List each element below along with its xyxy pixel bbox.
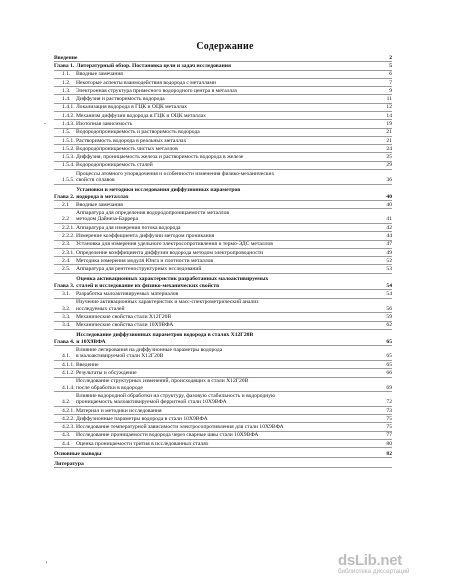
toc-entry <box>54 440 392 448</box>
toc-entry <box>54 54 392 62</box>
toc-entry <box>54 170 392 185</box>
toc-entry-page: 40 <box>386 193 392 200</box>
toc-entry-number: 2.3. <box>62 241 71 248</box>
watermark-logo: dsLib.net <box>338 552 402 569</box>
toc-entry-number: 4.3. <box>62 432 71 439</box>
toc-entry <box>54 460 392 468</box>
toc-entry-number: 4.4. <box>62 440 71 447</box>
toc-entry-title: Исследование диффузионных параметров водорода в сталях Х12Г20В и 10Х9ВФА <box>76 332 254 345</box>
toc-entry-page: 36 <box>386 177 392 184</box>
toc-entry-number: 1.5.3. <box>62 154 75 161</box>
toc-entry-page: 56 <box>386 305 392 312</box>
toc-entry-page: 53 <box>386 266 392 273</box>
toc-entry-number: 1.5.5. <box>62 177 75 184</box>
toc-entry-number: 2.1 <box>62 201 69 208</box>
toc-entry-title: Введение <box>54 54 78 61</box>
toc-entry <box>54 186 392 201</box>
toc-entry-title: Процессы атомного упорядочения и особенности изменения физико-механических свойств сплавов <box>76 170 275 184</box>
toc-entry-title: Определение коэффициента диффузии водорода методом электропроводности <box>76 249 264 256</box>
toc-entry-number: 1.5.2. <box>62 145 75 152</box>
toc-entry-page: 59 <box>386 313 392 320</box>
toc-entry-number: 2.2 <box>62 216 69 223</box>
toc-entry <box>54 276 392 291</box>
toc-entry <box>54 201 392 209</box>
toc-entry-number: 3.4. <box>62 322 71 329</box>
toc-entry-page: 24 <box>386 145 392 152</box>
toc-entry-page: 82 <box>386 450 392 457</box>
toc-entry <box>54 112 392 120</box>
toc-entry <box>54 332 392 347</box>
toc-entry-page: 72 <box>386 399 392 406</box>
toc-entry-page: 25 <box>386 154 392 161</box>
toc-entry <box>54 153 392 161</box>
toc-entry-number: 1.4. <box>62 96 71 103</box>
toc-entry-title: Измерение коэффициента диффузии методом проникания <box>76 233 215 240</box>
toc-entry-title: Некоторые аспекты взаимодействия водорода с металлами <box>76 79 216 86</box>
toc-entry <box>54 249 392 257</box>
toc-entry-title: Аппаратура для измерения потока водорода <box>76 224 181 231</box>
toc-entry-number: 1.1. <box>62 71 71 78</box>
margin-mark: . <box>44 117 46 126</box>
toc-entry <box>54 299 392 314</box>
toc-entry-page: 69 <box>386 384 392 391</box>
toc-entry-title: Материал и методики исследования <box>76 407 162 414</box>
watermark-subtitle: библиотека диссертаций <box>338 568 410 575</box>
toc-entry-title: Аппаратура для определения водородопроницаемости металлов методом Дайнеза-Баррера <box>76 210 230 223</box>
toc-entry-number: 2.2.2. <box>62 233 75 240</box>
toc-entry-number: 4.1. <box>62 353 71 360</box>
toc-entry <box>54 224 392 232</box>
toc-entry <box>54 322 392 330</box>
toc-entry <box>54 209 392 224</box>
toc-entry-page: 54 <box>386 282 392 289</box>
toc-entry <box>54 265 392 273</box>
table-of-contents <box>54 54 392 468</box>
toc-entry-page: 21 <box>386 129 392 136</box>
toc-entry-page: 40 <box>386 201 392 208</box>
toc-entry <box>54 369 392 377</box>
toc-entry <box>54 104 392 112</box>
toc-entry-title: Водородопроницаемость сталей <box>76 162 153 169</box>
toc-entry-title: Литературный обзор. Постановка цели и задач исследования <box>76 62 232 69</box>
toc-entry-title: Вводные замечания <box>76 201 123 208</box>
toc-entry-title: Механизм диффузии водорода в ГЦК и ОЦК металлах <box>76 112 206 119</box>
toc-entry-page: 21 <box>386 137 392 144</box>
toc-entry-page: 65 <box>386 361 392 368</box>
toc-entry-number: Глава 1. <box>54 62 75 69</box>
toc-entry-number: 1.4.1. <box>62 104 75 111</box>
toc-entry <box>54 290 392 298</box>
toc-entry-title: Установки и методики исследования диффузионных параметров водорода в металлах <box>76 187 241 200</box>
toc-entry-page: 62 <box>386 322 392 329</box>
toc-entry-number: 2.3.1. <box>62 249 75 256</box>
toc-entry-page: 75 <box>386 415 392 422</box>
toc-entry-number: 4.2.2. <box>62 415 75 422</box>
toc-entry <box>54 145 392 153</box>
toc-entry <box>54 450 392 458</box>
toc-entry-number: 2.4. <box>62 257 71 264</box>
toc-entry-title: Исследование проницаемости водорода через сварные швы стали 10Х9ВФА <box>76 432 259 439</box>
toc-entry-title: Литература <box>54 460 84 467</box>
toc-entry <box>54 137 392 145</box>
toc-entry-number: 4.2. <box>62 399 71 406</box>
toc-entry-number: 1.3. <box>62 87 71 94</box>
toc-entry-number: 4.2.1. <box>62 407 75 414</box>
toc-entry-page: 47 <box>386 241 392 248</box>
margin-mark: ' <box>46 560 48 569</box>
page-title: Содержание <box>196 41 254 52</box>
toc-entry-number: 3.1. <box>62 290 71 297</box>
toc-entry-title: Водородопроницаемость чистых металлов <box>76 145 178 152</box>
toc-entry-title: Растворимость водорода в реальных металлах <box>76 137 187 144</box>
toc-entry-number: 4.1.2. <box>62 369 75 376</box>
toc-entry-page: 77 <box>386 432 392 439</box>
toc-entry <box>54 313 392 321</box>
toc-entry-number: Глава 4. <box>54 338 75 345</box>
toc-entry-page: 9 <box>389 87 392 94</box>
toc-entry <box>54 432 392 440</box>
toc-entry-page: 65 <box>386 353 392 360</box>
toc-entry-page: 65 <box>386 338 392 345</box>
toc-entry-title: Оценка проницаемости трития в исследованных сталях <box>76 440 209 447</box>
toc-entry <box>54 232 392 240</box>
toc-entry <box>54 392 392 407</box>
watermark <box>338 552 442 576</box>
toc-entry-number: Глава 3. <box>54 282 75 289</box>
toc-entry-number: Глава 2. <box>54 193 75 200</box>
toc-entry-number: 1.5.4. <box>62 162 75 169</box>
toc-entry-title: Влияние водородной обработки на структуру, фазовую стабильность и водородную проницаемость малоактивируемой ферритной стали 10Х9ВФА <box>76 392 276 406</box>
toc-entry <box>54 378 392 393</box>
toc-entry-page: 2 <box>389 54 392 61</box>
toc-entry-number: 1.4.3. <box>62 120 75 127</box>
toc-entry-title: Исследование структурных изменений, происходящих в стали Х12Г20В после обработки в водороде <box>76 378 249 391</box>
toc-entry-title: Водородопроницаемость и растворимость водорода <box>76 129 200 136</box>
toc-entry-title: Исследование температурной зависимости электросопротивления для стали 10Х9ВФА <box>76 424 284 431</box>
toc-entry-title: Методика измерения модуля Юнга и плотности металлов <box>76 257 214 264</box>
toc-entry-title: Основные выводы <box>54 450 102 457</box>
toc-entry-title: Диффузионные параметры водорода в стали 10Х9ВФА <box>76 415 208 422</box>
toc-entry-title: Изучение активационных характеристик и масс-спектрометрический анализ исследуемых сталей <box>76 299 259 312</box>
toc-entry-page: 5 <box>389 62 392 69</box>
toc-entry-title: Локализация водорода в ГЦК и ОЦК металлах <box>76 104 188 111</box>
toc-entry-title: Влияние легирования на диффузионные параметры водорода в малоактивируемой стали Х12Г20В <box>76 346 223 360</box>
toc-entry <box>54 95 392 103</box>
toc-entry-page: 73 <box>386 407 392 414</box>
toc-entry-number: 4.1.4. <box>62 384 75 391</box>
toc-entry <box>54 346 392 361</box>
toc-entry <box>54 62 392 70</box>
toc-entry-number: 2.5. <box>62 266 71 273</box>
toc-entry-number: 1.5. <box>62 129 71 136</box>
toc-entry-page: 75 <box>386 424 392 431</box>
toc-entry-number: 1.5.1. <box>62 137 75 144</box>
toc-entry-page: 11 <box>386 96 392 103</box>
toc-entry <box>54 415 392 423</box>
toc-entry <box>54 120 392 128</box>
toc-entry <box>54 423 392 431</box>
toc-entry-number: 4.1.1. <box>62 361 75 368</box>
toc-entry-title: Диффузия, проницаемость железа и растворимость водорода в железе <box>76 154 244 161</box>
toc-entry-page: 52 <box>386 257 392 264</box>
toc-entry <box>54 129 392 137</box>
toc-entry <box>54 71 392 79</box>
toc-entry-title: Вводные замечания <box>76 71 123 78</box>
toc-entry <box>54 79 392 87</box>
toc-entry-title: Диффузия и растворимость водорода <box>76 96 165 103</box>
toc-entry <box>54 87 392 95</box>
toc-entry-number: 1.2. <box>62 79 71 86</box>
toc-entry <box>54 257 392 265</box>
toc-entry-page: 12 <box>386 104 392 111</box>
toc-entry-number: 3.3. <box>62 313 71 320</box>
toc-entry-page: 42 <box>386 224 392 231</box>
toc-entry-page: 49 <box>386 249 392 256</box>
toc-entry-title: Введение <box>76 361 99 368</box>
toc-entry-title: Механические свойства стали Х12Г20В <box>76 313 172 320</box>
toc-entry-page: 7 <box>389 79 392 86</box>
toc-entry-number: 4.2.3. <box>62 424 75 431</box>
toc-entry-title: Электронная структура примесного водородного центра в металлах <box>76 87 238 94</box>
toc-entry <box>54 162 392 170</box>
toc-entry-page: 29 <box>386 162 392 169</box>
toc-entry <box>54 241 392 249</box>
toc-entry-title: Механические свойства стали 10Х9ВФА <box>76 322 174 329</box>
toc-entry-title: Разработка малоактивируемых материалов <box>76 290 179 297</box>
toc-entry-page: 6 <box>389 71 392 78</box>
toc-entry-page: 19 <box>386 120 392 127</box>
toc-entry-title: Оценка активационных характеристик разработанных малоактивируемых сталей и исследование их физико-механических свойств <box>76 276 269 289</box>
toc-entry-number: 2.2.1. <box>62 224 75 231</box>
toc-entry-page: 54 <box>386 290 392 297</box>
toc-entry-page: 80 <box>386 440 392 447</box>
toc-entry-title: Аппаратура для рентгеноструктурных исследований <box>76 266 202 273</box>
toc-entry-title: Изотопная зависимость <box>76 120 133 127</box>
toc-entry-page: 41 <box>386 216 392 223</box>
toc-entry-page: 66 <box>386 369 392 376</box>
toc-entry-page: 44 <box>386 233 392 240</box>
toc-entry <box>54 407 392 415</box>
toc-entry <box>54 361 392 369</box>
toc-entry-title: Результаты и обсуждение <box>76 369 137 376</box>
toc-entry-number: 3.2. <box>62 305 71 312</box>
toc-entry-number: 1.4.2. <box>62 112 75 119</box>
toc-entry-title: Установка для измерения удельного электросопротивления и термо-ЭДС металлов <box>76 241 273 248</box>
toc-entry-page: 14 <box>386 112 392 119</box>
